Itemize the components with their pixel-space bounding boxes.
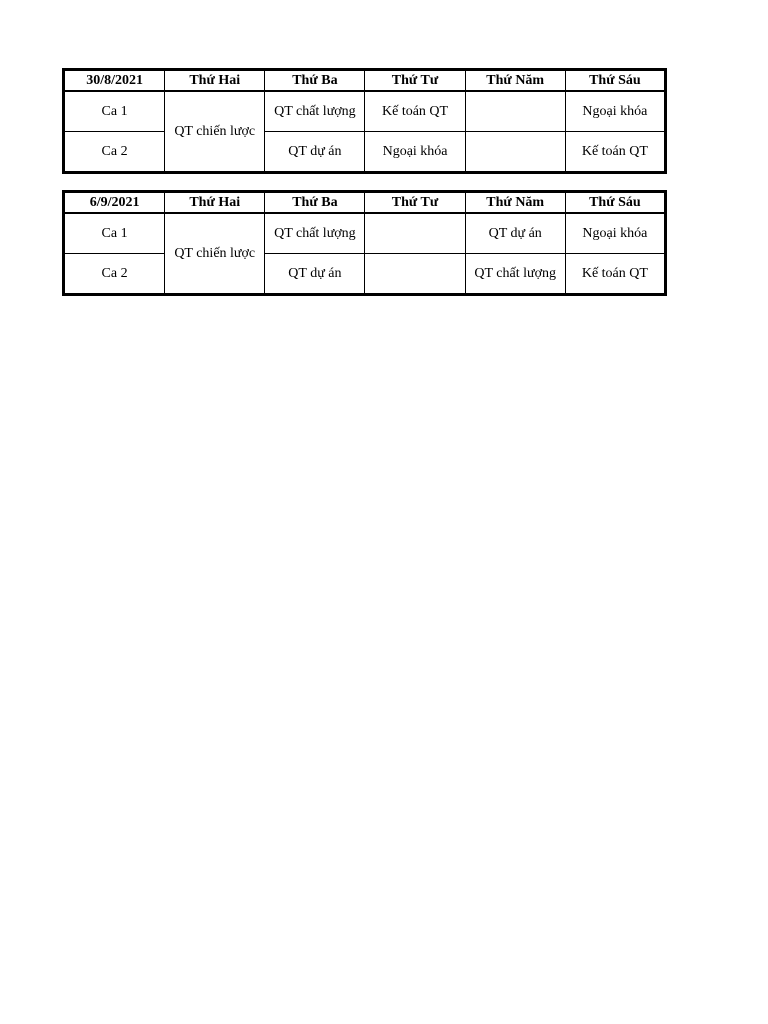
week-date: 6/9/2021 <box>64 192 165 214</box>
header-row <box>64 192 666 214</box>
shift-label: Ca 1 <box>64 213 165 254</box>
friday-subject: Kế toán QT <box>565 132 665 173</box>
wednesday-subject: Ngoại khóa <box>365 132 465 173</box>
tuesday-subject: QT dự án <box>265 254 365 295</box>
week-schedule-table-1 <box>62 68 667 174</box>
day-header-wednesday: Thứ Tư <box>365 192 465 214</box>
day-header-friday: Thứ Sáu <box>565 70 665 92</box>
wednesday-subject: Kế toán QT <box>365 91 465 132</box>
day-header-friday: Thứ Sáu <box>565 192 665 214</box>
shift-label: Ca 2 <box>64 254 165 295</box>
shift-row-1 <box>64 213 666 254</box>
monday-subject: QT chiến lược <box>165 213 265 295</box>
header-row <box>64 70 666 92</box>
day-header-thursday: Thứ Năm <box>465 192 565 214</box>
friday-subject: Ngoại khóa <box>565 213 665 254</box>
day-header-wednesday: Thứ Tư <box>365 70 465 92</box>
day-header-tuesday: Thứ Ba <box>265 192 365 214</box>
day-header-monday: Thứ Hai <box>165 70 265 92</box>
tuesday-subject: QT chất lượng <box>265 91 365 132</box>
shift-label: Ca 2 <box>64 132 165 173</box>
week-schedule-table-2 <box>62 190 667 296</box>
friday-subject: Ngoại khóa <box>565 91 665 132</box>
shift-row-2 <box>64 254 666 295</box>
day-header-monday: Thứ Hai <box>165 192 265 214</box>
shift-row-2 <box>64 132 666 173</box>
thursday-subject <box>465 132 565 173</box>
thursday-subject: QT dự án <box>465 213 565 254</box>
week-date: 30/8/2021 <box>64 70 165 92</box>
tuesday-subject: QT chất lượng <box>265 213 365 254</box>
monday-subject: QT chiến lược <box>165 91 265 173</box>
tuesday-subject: QT dự án <box>265 132 365 173</box>
wednesday-subject <box>365 254 465 295</box>
shift-row-1 <box>64 91 666 132</box>
day-header-tuesday: Thứ Ba <box>265 70 365 92</box>
friday-subject: Kế toán QT <box>565 254 665 295</box>
wednesday-subject <box>365 213 465 254</box>
thursday-subject <box>465 91 565 132</box>
thursday-subject: QT chất lượng <box>465 254 565 295</box>
shift-label: Ca 1 <box>64 91 165 132</box>
day-header-thursday: Thứ Năm <box>465 70 565 92</box>
